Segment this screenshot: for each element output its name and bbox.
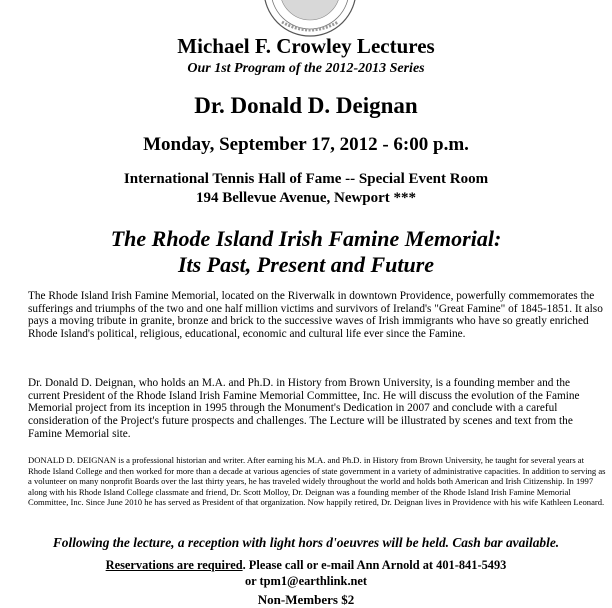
reservations-text: . Please call or e-mail Ann Arnold at 401-841-5493 [242, 558, 507, 572]
contact-email: or tpm1@earthlink.net [244, 574, 368, 588]
lecture-description: Dr. Donald D. Deignan, who holds an M.A. and Ph.D. in History from Brown University, is a founding member and the current President of the Rhode Island Irish Famine Memorial Committee, Inc. He will discuss the evolution of the Famine Memorial project from its inception in 1995 through the Monument's Dedication in 2007 and conclude with a careful consideration of the Project's future prospects and challenges. The Lecture will be illustrated by scenes and text from the Famine Memorial site. [28, 377, 580, 440]
talk-title-line2: Its Past, Present and Future [177, 252, 435, 277]
seal-logo [262, 0, 358, 38]
admission-line: Non-Members $2 [257, 592, 355, 607]
speaker-name: Dr. Donald D. Deignan [194, 93, 418, 118]
event-datetime: Monday, September 17, 2012 - 6:00 p.m. [143, 134, 469, 155]
lecture-series-title: Michael F. Crowley Lectures [177, 34, 435, 58]
program-subtitle: Our 1st Program of the 2012-2013 Series [187, 61, 425, 76]
venue-name: International Tennis Hall of Fame -- Special Event Room [123, 171, 489, 187]
venue-address: 194 Bellevue Avenue, Newport *** [195, 190, 417, 206]
reservations-line [0, 558, 612, 573]
reception-note: Following the lecture, a reception with light hors d'oeuvres will be held. Cash bar available. [52, 535, 560, 550]
reservations-label: Reservations are required [105, 558, 243, 572]
talk-title-line1: The Rhode Island Irish Famine Memorial: [110, 226, 502, 251]
memorial-description: The Rhode Island Irish Famine Memorial, located on the Riverwalk in downtown Providence, powerfully commemorates the sufferings and triumphs of the two and one half million victims and survivors of Ireland's "Great Famine" of 1845-1851. It also pays a moving tribute in granite, bronze and brick to the successive waves of Irish immigrants who have so greatly enriched Rhode Island's political, religious, educational, economic and cultural life ever since the Famine. [28, 290, 603, 341]
speaker-bio: DONALD D. DEIGNAN is a professional historian and writer. After earning his M.A. and Ph.D. in History from Brown University, he taught for several years at Rhode Island College and then worked for more than a decade at various agencies of state government in a variety of administrative capacities. In addition to serving as a volunteer on many nonprofit Boards over the last thirty years, he has traveled widely throughout the world and holds both American and Irish Citizenship. In 1997 along with his Rhode Island College classmate and friend, Dr. Scott Molloy, Dr. Deignan was a founding member of the Rhode Island Irish Famine Memorial Committee, Inc. Since June 2010 he has served as President of that organization. Now happily retired, Dr. Deignan lives in Providence with his wife Kathleen Leonard. [28, 455, 606, 508]
